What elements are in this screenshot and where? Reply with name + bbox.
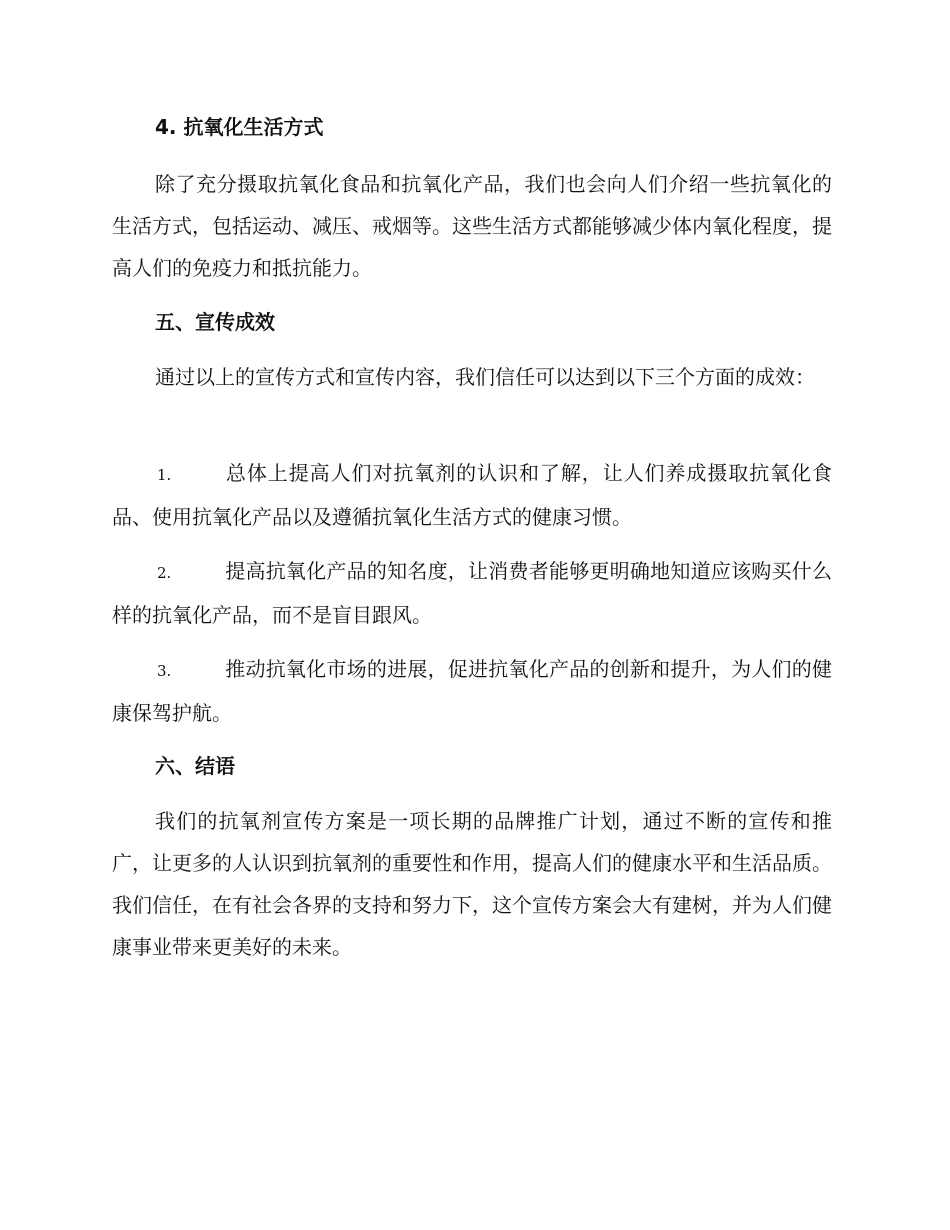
- section-4-paragraph: 除了充分摄取抗氧化食品和抗氧化产品，我们也会向人们介绍一些抗氧化的生活方式，包括运动、减压、戒烟等。这些生活方式都能够减少体内氧化程度，提高人们的免疫力和抵抗能力。: [112, 172, 832, 280]
- list-item-3: [112, 648, 832, 734]
- section-6-heading: 六、结语: [155, 754, 235, 778]
- list-item-text: 推动抗氧化市场的进展，促进抗氧化产品的创新和提升，为人们的健康保驾护航。: [112, 657, 832, 725]
- section-6-paragraph: 我们的抗氧剂宣传方案是一项长期的品牌推广计划，通过不断的宣传和推广，让更多的人认识到抗氧剂的重要性和作用，提高人们的健康水平和生活品质。我们信任，在有社会各界的支持和努力下，这个宣传方案会大有建树，并为人们健康事业带来更美好的未来。: [112, 809, 832, 959]
- list-item-number: 3.: [157, 662, 172, 680]
- list-item-number: 2.: [157, 564, 172, 582]
- list-item-2: [112, 550, 832, 636]
- section-5-heading: 五、宣传成效: [155, 310, 275, 334]
- section-5-intro: 通过以上的宣传方式和宣传内容，我们信任可以达到以下三个方面的成效：: [155, 365, 815, 389]
- list-item-1: [112, 452, 832, 538]
- section-4-heading: 4. 抗氧化生活方式: [155, 115, 324, 139]
- list-item-text: 总体上提高人们对抗氧剂的认识和了解，让人们养成摄取抗氧化食品、使用抗氧化产品以及遵循抗氧化生活方式的健康习惯。: [112, 461, 832, 529]
- list-item-text: 提高抗氧化产品的知名度，让消费者能够更明确地知道应该购买什么样的抗氧化产品，而不是盲目跟风。: [112, 559, 832, 627]
- list-item-number: 1.: [157, 466, 172, 484]
